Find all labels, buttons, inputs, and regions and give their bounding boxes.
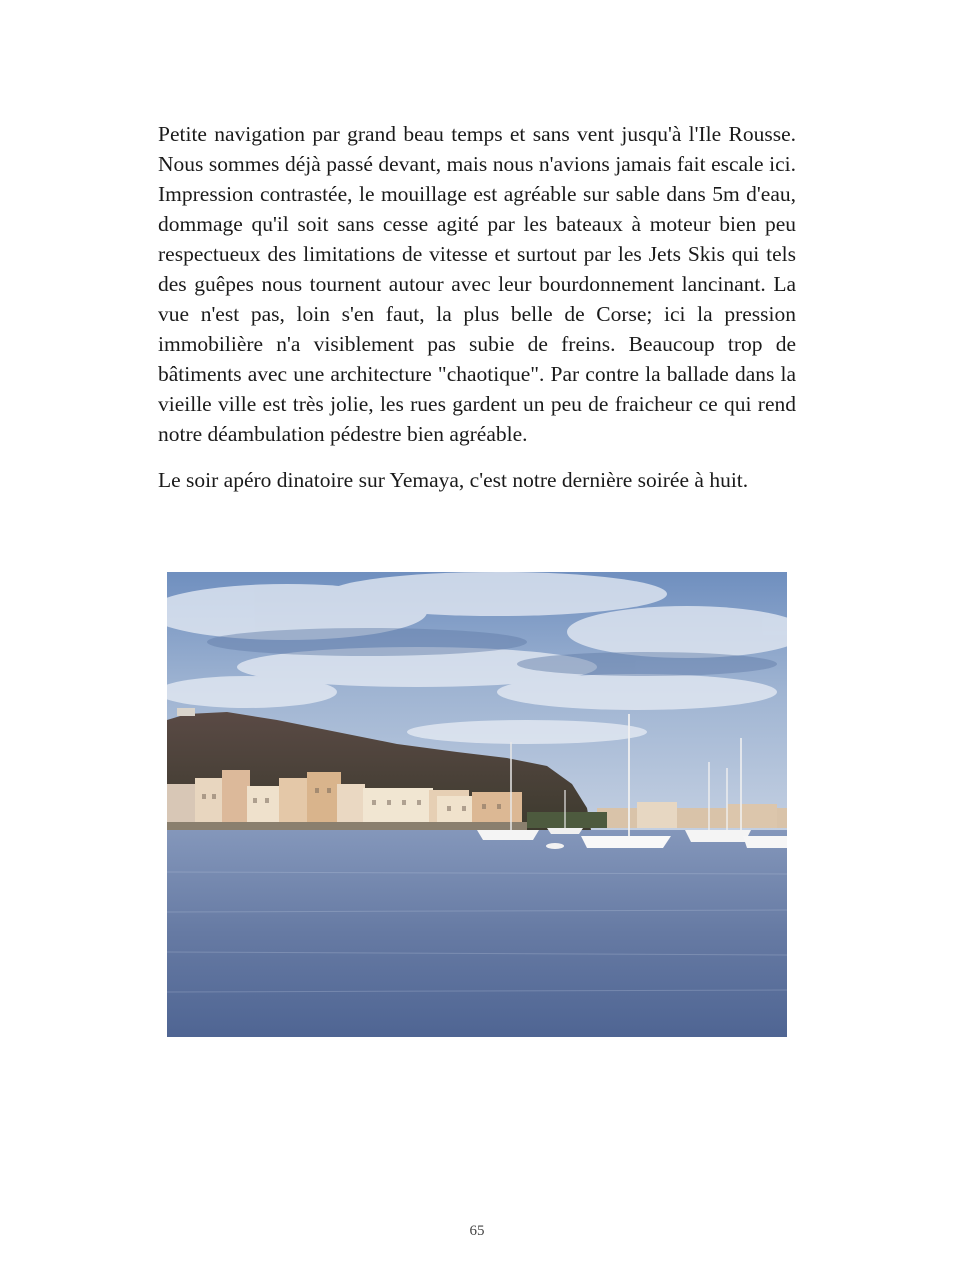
harbor-photo: [167, 572, 787, 1037]
paragraph-1: Petite navigation par grand beau temps et sans vent jusqu'à l'Ile Rousse. Nous sommes déjà passé devant, mais nous n'avions jamais fait escale ici. Impression contrastée, le mouillage est agréable sur sable dans 5m d'eau, dommage qu'il soit sans cesse agité par les bateaux à moteur bien peu respectueux des limitations de vitesse et surtout par les Jets Skis qui tels des guêpes nous tournent autour avec leur bourdonnement lancinant. La vue n'est pas, loin s'en faut, la plus belle de Corse; ici la pression immobilière n'a visiblement pas subie de freins. Beaucoup trop de bâtiments avec une architecture "chaotique". Par contre la ballade dans la vieille ville est très jolie, les rues gardent un peu de fraicheur ce qui rend notre déambulation pédestre bien agréable.: [158, 122, 796, 446]
body-text: [158, 119, 796, 511]
paragraph-2: Le soir apéro dinatoire sur Yemaya, c'est notre dernière soirée à huit.: [158, 468, 749, 492]
sea: [167, 830, 787, 1037]
page-number: 65: [469, 1223, 485, 1239]
